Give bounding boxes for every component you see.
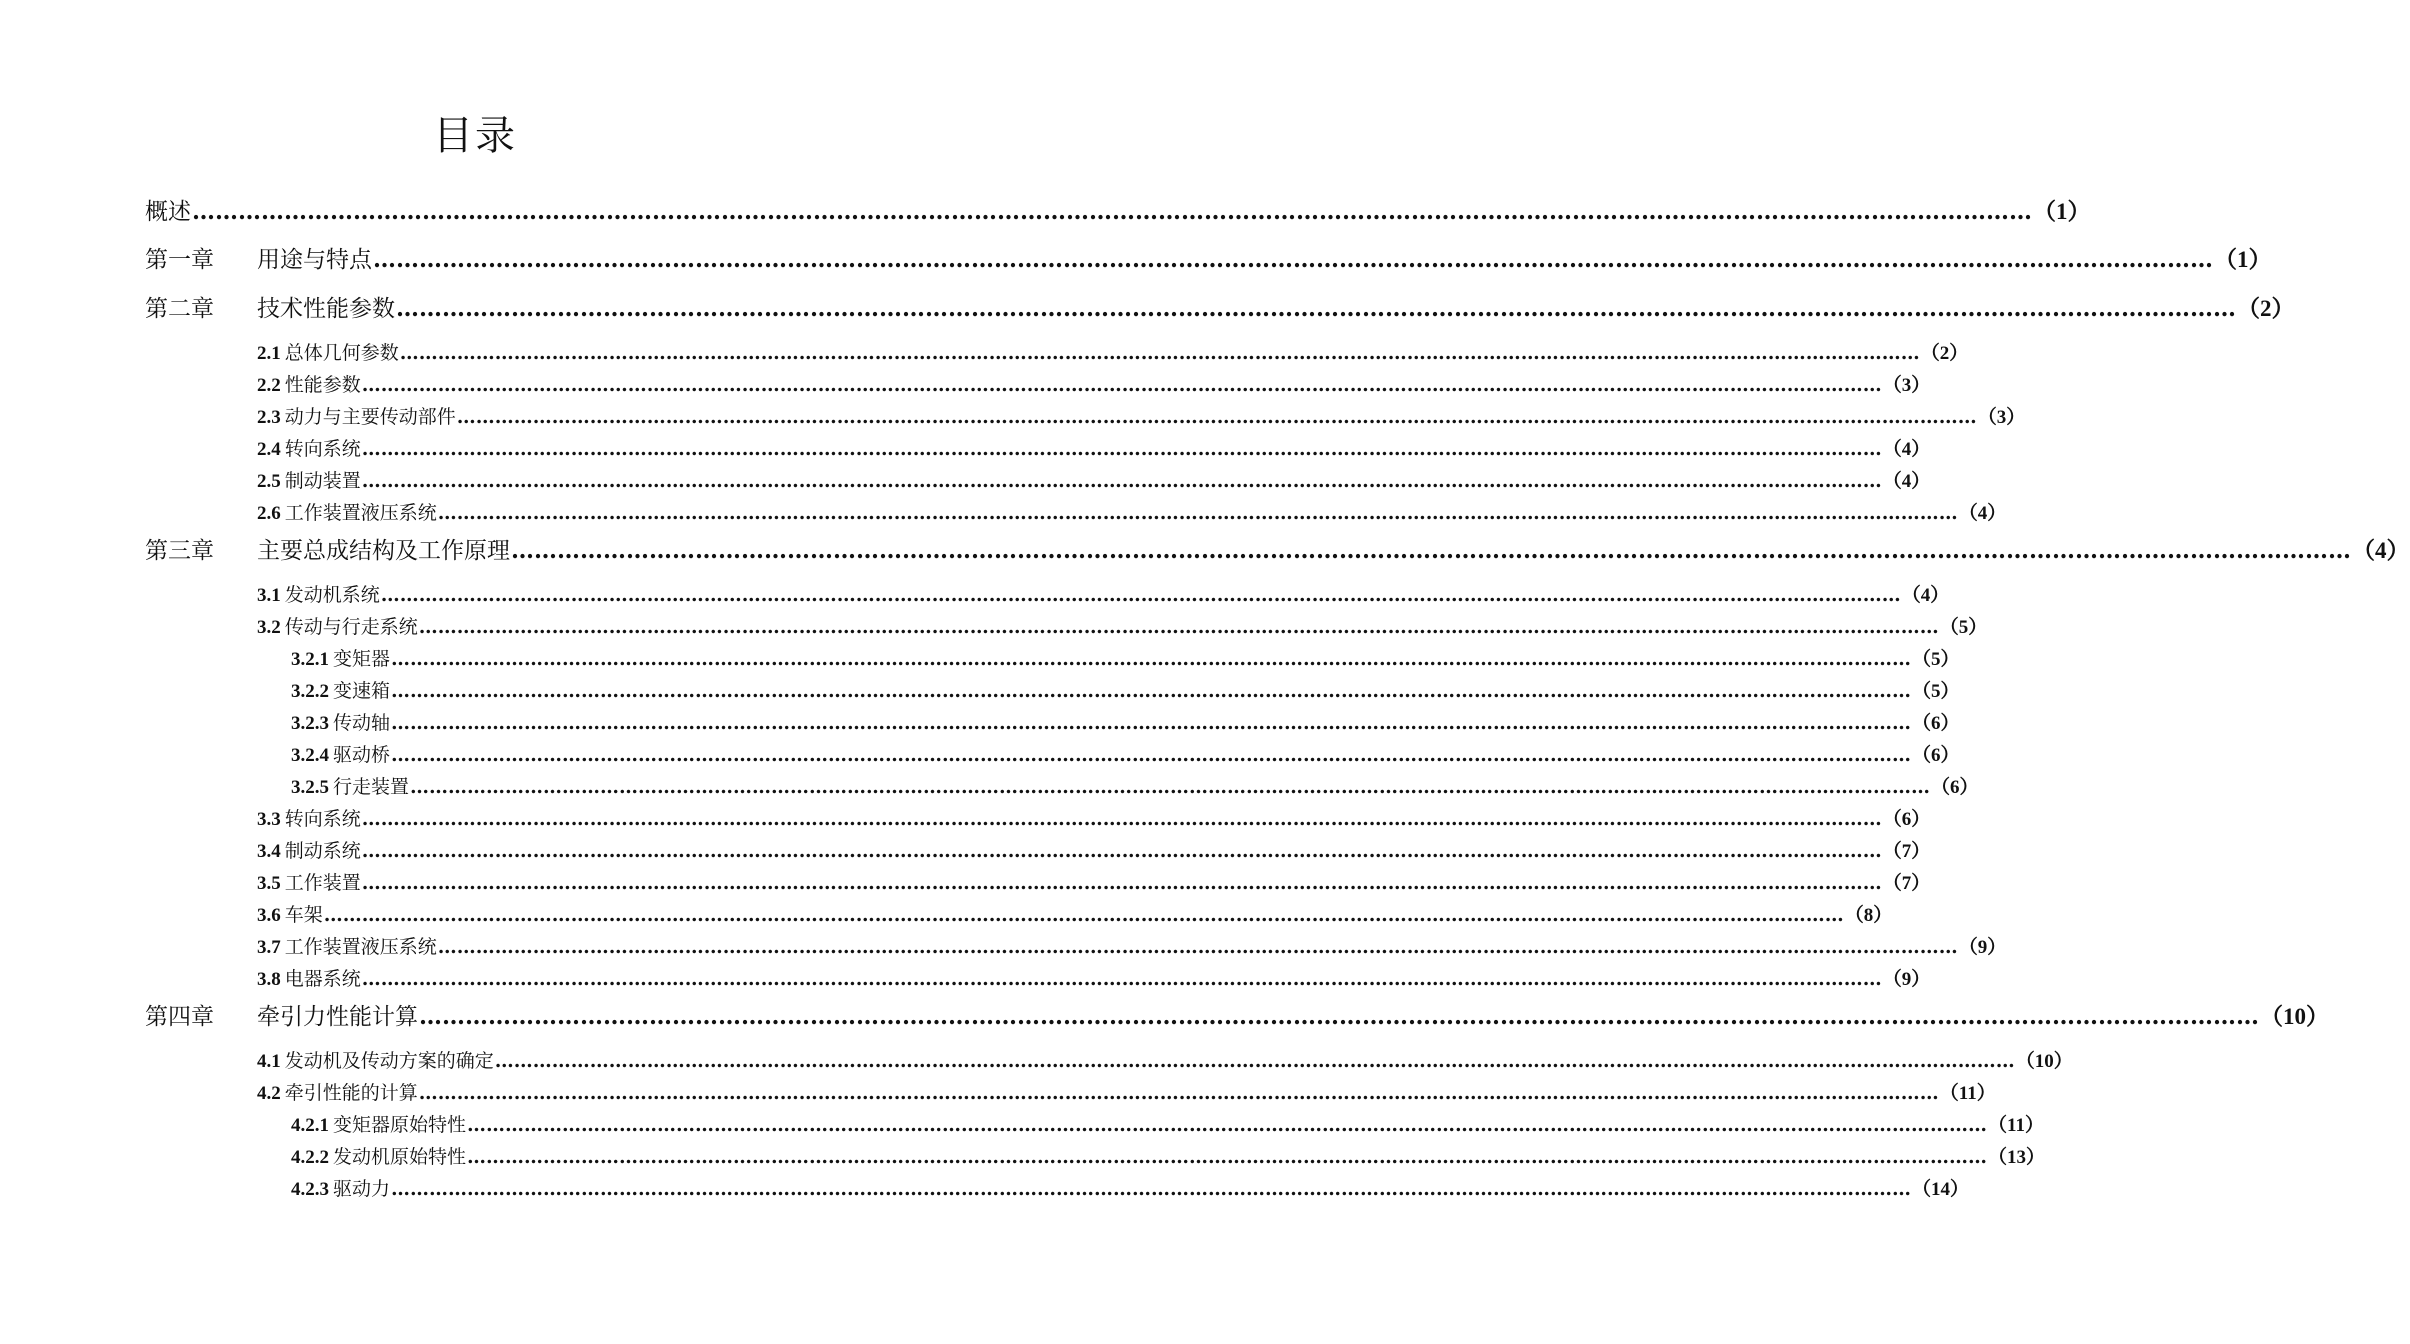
toc-entry[interactable] bbox=[257, 804, 1931, 831]
dot-leader: …………………………………………………………………………………………………………………………………………………………………………………………………………………… bbox=[456, 406, 1977, 428]
toc-entry[interactable] bbox=[257, 466, 1931, 493]
section-number: 2.3 bbox=[257, 407, 281, 428]
section-number: 3.2.5 bbox=[291, 777, 329, 798]
page-number: （11） bbox=[1939, 1083, 1996, 1104]
dot-leader: …………………………………………………………………………………………………………………………………………………………………………………………………………………… bbox=[361, 968, 1882, 990]
page-number: （3） bbox=[1882, 375, 1931, 396]
section-title: 变矩器 bbox=[333, 648, 391, 670]
page-number: （9） bbox=[1958, 937, 2007, 958]
section-title: 工作装置 bbox=[284, 872, 361, 894]
chapter-number: 第一章 bbox=[145, 247, 214, 273]
toc-entry[interactable] bbox=[291, 1142, 2046, 1169]
toc-entry[interactable] bbox=[291, 740, 1960, 767]
chapter-title: 牵引力性能计算 bbox=[257, 1004, 418, 1030]
section-number: 3.2.2 bbox=[291, 681, 329, 702]
toc-entry[interactable] bbox=[291, 708, 1960, 735]
toc-entry[interactable] bbox=[257, 836, 1931, 863]
toc-entry-label bbox=[257, 580, 380, 607]
page-number: （5） bbox=[1912, 649, 1960, 670]
toc-entry-label bbox=[145, 193, 191, 226]
toc-entry[interactable] bbox=[291, 772, 1979, 799]
chapter-title: 用途与特点 bbox=[257, 247, 372, 273]
section-title: 转向系统 bbox=[284, 808, 361, 830]
section-title: 行走装置 bbox=[333, 776, 410, 798]
page-number: （7） bbox=[1882, 841, 1931, 862]
page-number: （13） bbox=[1988, 1147, 2046, 1168]
toc-entry[interactable] bbox=[145, 532, 2410, 565]
toc-entry[interactable] bbox=[145, 241, 2272, 274]
section-title: 传动与行走系统 bbox=[284, 616, 418, 638]
section-number: 3.7 bbox=[257, 937, 281, 958]
toc-entry[interactable] bbox=[257, 868, 1931, 895]
toc-entry[interactable] bbox=[145, 290, 2295, 323]
section-title: 工作装置液压系统 bbox=[284, 502, 437, 524]
toc-entry-label bbox=[257, 964, 361, 991]
section-number: 4.2.3 bbox=[291, 1179, 329, 1200]
page-title: 目录 bbox=[433, 113, 517, 159]
section-number: 2.4 bbox=[257, 439, 281, 460]
toc-entry[interactable] bbox=[291, 676, 1960, 703]
section-title: 制动装置 bbox=[284, 470, 361, 492]
dot-leader: …………………………………………………………………………………………………………………………………………………………………………………………………………………… bbox=[418, 1082, 1939, 1104]
section-number: 2.2 bbox=[257, 375, 281, 396]
toc-entry[interactable] bbox=[257, 1046, 2073, 1073]
section-title: 制动系统 bbox=[284, 840, 361, 862]
section-number: 3.1 bbox=[257, 585, 281, 606]
dot-leader: …………………………………………………………………………………………………………………………………………………………………………………………………………………… bbox=[511, 537, 2351, 564]
dot-leader: …………………………………………………………………………………………………………………………………………………………………………………………………………………… bbox=[323, 904, 1844, 926]
dot-leader: …………………………………………………………………………………………………………………………………………………………………………………………………………………… bbox=[361, 470, 1882, 492]
page-number: （9） bbox=[1882, 969, 1931, 990]
page-number: （2） bbox=[1920, 343, 1969, 364]
page-number: （3） bbox=[1977, 407, 2026, 428]
section-title: 性能参数 bbox=[284, 374, 361, 396]
chapter-number: 概述 bbox=[145, 199, 191, 225]
dot-leader: …………………………………………………………………………………………………………………………………………………………………………………………………………………… bbox=[418, 616, 1939, 638]
toc-entry-label bbox=[291, 772, 409, 799]
dot-leader: …………………………………………………………………………………………………………………………………………………………………………………………………………………… bbox=[380, 584, 1901, 606]
dot-leader: …………………………………………………………………………………………………………………………………………………………………………………………………………………… bbox=[361, 840, 1882, 862]
toc-entry-label bbox=[257, 434, 361, 461]
page-number: （2） bbox=[2237, 296, 2295, 321]
dot-leader: …………………………………………………………………………………………………………………………………………………………………………………………………………………… bbox=[410, 776, 1931, 798]
page-number: （6） bbox=[1912, 713, 1960, 734]
toc-entry-label bbox=[257, 932, 437, 959]
toc-entry-label bbox=[291, 1142, 466, 1169]
chapter-number: 第三章 bbox=[145, 538, 214, 564]
page-number: （6） bbox=[1912, 745, 1960, 766]
section-number: 3.2 bbox=[257, 617, 281, 638]
toc-entry-label bbox=[145, 241, 372, 274]
dot-leader: …………………………………………………………………………………………………………………………………………………………………………………………………………………… bbox=[391, 648, 1912, 670]
dot-leader: …………………………………………………………………………………………………………………………………………………………………………………………………………………… bbox=[361, 808, 1882, 830]
toc-entry-label bbox=[145, 998, 418, 1031]
section-number: 4.2.2 bbox=[291, 1147, 329, 1168]
toc-entry[interactable] bbox=[257, 338, 1969, 365]
dot-leader: …………………………………………………………………………………………………………………………………………………………………………………………………………………… bbox=[399, 342, 1920, 364]
section-number: 3.6 bbox=[257, 905, 281, 926]
toc-entry-label bbox=[257, 1046, 494, 1073]
dot-leader: …………………………………………………………………………………………………………………………………………………………………………………………………………………… bbox=[396, 295, 2236, 322]
page-number: （4） bbox=[1958, 503, 2007, 524]
dot-leader: …………………………………………………………………………………………………………………………………………………………………………………………………………………… bbox=[192, 198, 2032, 225]
toc-entry-label bbox=[257, 900, 323, 927]
section-number: 3.2.1 bbox=[291, 649, 329, 670]
dot-leader: …………………………………………………………………………………………………………………………………………………………………………………………………………………… bbox=[437, 936, 1958, 958]
toc-entry-label bbox=[291, 1174, 390, 1201]
section-title: 发动机系统 bbox=[284, 584, 380, 606]
dot-leader: …………………………………………………………………………………………………………………………………………………………………………………………………………………… bbox=[391, 744, 1912, 766]
toc-entry-label bbox=[257, 836, 361, 863]
section-number: 2.1 bbox=[257, 343, 281, 364]
page-number: （1） bbox=[2214, 247, 2272, 272]
toc-entry-label bbox=[291, 1110, 466, 1137]
section-number: 3.8 bbox=[257, 969, 281, 990]
page-number: （5） bbox=[1939, 617, 1988, 638]
section-title: 传动轴 bbox=[333, 712, 391, 734]
section-title: 电器系统 bbox=[284, 968, 361, 990]
dot-leader: …………………………………………………………………………………………………………………………………………………………………………………………………………………… bbox=[361, 374, 1882, 396]
section-number: 3.5 bbox=[257, 873, 281, 894]
dot-leader: …………………………………………………………………………………………………………………………………………………………………………………………………………………… bbox=[373, 246, 2213, 273]
section-title: 驱动桥 bbox=[333, 744, 391, 766]
page-number: （8） bbox=[1844, 905, 1893, 926]
page-number: （5） bbox=[1912, 681, 1960, 702]
page-number: （4） bbox=[2352, 538, 2410, 563]
toc-entry[interactable] bbox=[257, 964, 1931, 991]
dot-leader: …………………………………………………………………………………………………………………………………………………………………………………………………………………… bbox=[467, 1114, 1988, 1136]
toc-entry-label bbox=[145, 290, 395, 323]
section-title: 牵引性能的计算 bbox=[284, 1082, 418, 1104]
section-title: 工作装置液压系统 bbox=[284, 936, 437, 958]
section-number: 3.3 bbox=[257, 809, 281, 830]
section-number: 2.5 bbox=[257, 471, 281, 492]
section-title: 总体几何参数 bbox=[284, 342, 399, 364]
toc-entry[interactable] bbox=[257, 1078, 1996, 1105]
page-number: （4） bbox=[1882, 471, 1931, 492]
toc-entry[interactable] bbox=[257, 580, 1950, 607]
dot-leader: …………………………………………………………………………………………………………………………………………………………………………………………………………………… bbox=[419, 1003, 2259, 1030]
toc-entry[interactable] bbox=[291, 644, 1960, 671]
toc-entry-label bbox=[291, 740, 390, 767]
section-number: 2.6 bbox=[257, 503, 281, 524]
page-number: （6） bbox=[1882, 809, 1931, 830]
toc-entry[interactable] bbox=[257, 612, 1988, 639]
section-number: 4.1 bbox=[257, 1051, 281, 1072]
section-title: 发动机原始特性 bbox=[333, 1146, 467, 1168]
dot-leader: …………………………………………………………………………………………………………………………………………………………………………………………………………………… bbox=[361, 438, 1882, 460]
page-number: （7） bbox=[1882, 873, 1931, 894]
toc-entry-label bbox=[257, 612, 418, 639]
toc-entry-label bbox=[257, 804, 361, 831]
toc-entry[interactable] bbox=[145, 193, 2091, 226]
toc-entry[interactable] bbox=[257, 932, 2007, 959]
toc-entry[interactable] bbox=[145, 998, 2329, 1031]
section-number: 3.2.4 bbox=[291, 745, 329, 766]
chapter-number: 第二章 bbox=[145, 296, 214, 322]
toc-entry[interactable] bbox=[257, 402, 2026, 429]
dot-leader: …………………………………………………………………………………………………………………………………………………………………………………………………………………… bbox=[361, 872, 1882, 894]
dot-leader: …………………………………………………………………………………………………………………………………………………………………………………………………………………… bbox=[494, 1050, 2015, 1072]
toc-entry-label bbox=[145, 532, 510, 565]
chapter-title: 技术性能参数 bbox=[257, 296, 395, 322]
dot-leader: …………………………………………………………………………………………………………………………………………………………………………………………………………………… bbox=[467, 1146, 1988, 1168]
section-number: 4.2.1 bbox=[291, 1115, 329, 1136]
toc-entry-label bbox=[257, 466, 361, 493]
toc-entry[interactable] bbox=[291, 1110, 2044, 1137]
toc-entry-label bbox=[257, 338, 399, 365]
toc-entry-label bbox=[257, 402, 456, 429]
section-title: 车架 bbox=[284, 904, 323, 926]
section-title: 驱动力 bbox=[333, 1178, 391, 1200]
toc-entry-label bbox=[257, 498, 437, 525]
toc-entry-label bbox=[291, 644, 390, 671]
page-number: （10） bbox=[2260, 1004, 2329, 1029]
page-number: （10） bbox=[2015, 1051, 2073, 1072]
page-number: （1） bbox=[2033, 199, 2091, 224]
chapter-number: 第四章 bbox=[145, 1004, 214, 1030]
section-title: 动力与主要传动部件 bbox=[284, 406, 456, 428]
section-number: 3.4 bbox=[257, 841, 281, 862]
toc-entry-label bbox=[291, 708, 390, 735]
toc-entry[interactable] bbox=[257, 498, 2007, 525]
toc-entry-label bbox=[257, 1078, 418, 1105]
toc-entry[interactable] bbox=[291, 1174, 1970, 1201]
section-title: 发动机及传动方案的确定 bbox=[284, 1050, 494, 1072]
section-number: 4.2 bbox=[257, 1083, 281, 1104]
dot-leader: …………………………………………………………………………………………………………………………………………………………………………………………………………………… bbox=[391, 1178, 1912, 1200]
section-title: 变速箱 bbox=[333, 680, 391, 702]
dot-leader: …………………………………………………………………………………………………………………………………………………………………………………………………………………… bbox=[437, 502, 1958, 524]
toc-entry[interactable] bbox=[257, 434, 1931, 461]
dot-leader: …………………………………………………………………………………………………………………………………………………………………………………………………………………… bbox=[391, 712, 1912, 734]
toc-entry[interactable] bbox=[257, 370, 1931, 397]
chapter-title: 主要总成结构及工作原理 bbox=[257, 538, 510, 564]
page-number: （14） bbox=[1912, 1179, 1970, 1200]
toc-entry-label bbox=[257, 868, 361, 895]
toc-entry-label bbox=[291, 676, 390, 703]
toc-entry-label bbox=[257, 370, 361, 397]
dot-leader: …………………………………………………………………………………………………………………………………………………………………………………………………………………… bbox=[391, 680, 1912, 702]
section-number: 3.2.3 bbox=[291, 713, 329, 734]
toc-entry[interactable] bbox=[257, 900, 1893, 927]
page-number: （4） bbox=[1901, 585, 1950, 606]
page-number: （11） bbox=[1988, 1115, 2044, 1136]
section-title: 转向系统 bbox=[284, 438, 361, 460]
section-title: 变矩器原始特性 bbox=[333, 1114, 467, 1136]
page-number: （4） bbox=[1882, 439, 1931, 460]
page-number: （6） bbox=[1931, 777, 1979, 798]
